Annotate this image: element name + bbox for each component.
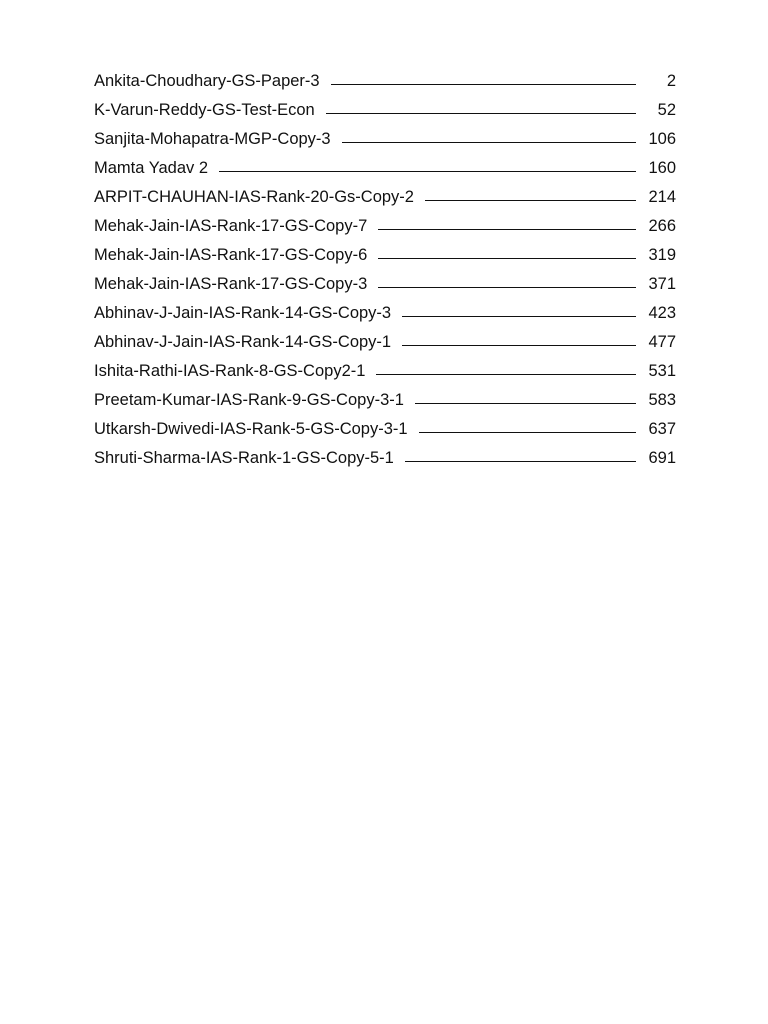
toc-leader-line <box>402 345 636 346</box>
toc-entry-title: Mehak-Jain-IAS-Rank-17-GS-Copy-7 <box>94 216 368 235</box>
toc-entry-title: ARPIT-CHAUHAN-IAS-Rank-20-Gs-Copy-2 <box>94 187 414 206</box>
toc-entry-page-number: 637 <box>648 419 676 438</box>
toc-entry-page-number: 2 <box>666 71 676 90</box>
toc-entry[interactable] <box>94 68 676 97</box>
toc-leader-line <box>378 287 636 288</box>
toc-entry-title: K-Varun-Reddy-GS-Test-Econ <box>94 100 315 119</box>
toc-entry[interactable] <box>94 155 676 184</box>
toc-entry[interactable] <box>94 184 676 213</box>
toc-leader-line <box>326 113 636 114</box>
toc-leader-line <box>378 229 636 230</box>
toc-entry[interactable] <box>94 242 676 271</box>
toc-leader-line <box>425 200 636 201</box>
toc-entry-page-number: 319 <box>648 245 676 264</box>
toc-entry-page-number: 583 <box>648 390 676 409</box>
toc-entry-title: Ankita-Choudhary-GS-Paper-3 <box>94 71 320 90</box>
toc-entry-title: Mehak-Jain-IAS-Rank-17-GS-Copy-3 <box>94 274 368 293</box>
toc-entry[interactable] <box>94 213 676 242</box>
toc-entry[interactable] <box>94 97 676 126</box>
toc-entry-title: Shruti-Sharma-IAS-Rank-1-GS-Copy-5-1 <box>94 448 394 467</box>
toc-entry-page-number: 423 <box>648 303 676 322</box>
toc-entry[interactable] <box>94 126 676 155</box>
toc-entry-page-number: 266 <box>648 216 676 235</box>
toc-entry-title: Utkarsh-Dwivedi-IAS-Rank-5-GS-Copy-3-1 <box>94 419 408 438</box>
toc-entry-title: Abhinav-J-Jain-IAS-Rank-14-GS-Copy-1 <box>94 332 392 351</box>
toc-entry[interactable] <box>94 358 676 387</box>
toc-entry-title: Ishita-Rathi-IAS-Rank-8-GS-Copy2-1 <box>94 361 366 380</box>
toc-leader-line <box>405 461 636 462</box>
toc-entry-title: Mamta Yadav 2 <box>94 158 209 177</box>
toc-entry-page-number: 160 <box>648 158 676 177</box>
toc-leader-line <box>219 171 636 172</box>
toc-entry[interactable] <box>94 416 676 445</box>
toc-entry-page-number: 371 <box>648 274 676 293</box>
toc-entry-page-number: 531 <box>648 361 676 380</box>
toc-leader-line <box>376 374 636 375</box>
toc-leader-line <box>331 84 636 85</box>
toc-entry-page-number: 52 <box>657 100 676 119</box>
toc-leader-line <box>419 432 636 433</box>
toc-entry-title: Abhinav-J-Jain-IAS-Rank-14-GS-Copy-3 <box>94 303 392 322</box>
toc-entry-title: Preetam-Kumar-IAS-Rank-9-GS-Copy-3-1 <box>94 390 404 409</box>
toc-leader-line <box>402 316 636 317</box>
toc-entry-title: Sanjita-Mohapatra-MGP-Copy-3 <box>94 129 331 148</box>
toc-leader-line <box>378 258 636 259</box>
toc-entry-page-number: 477 <box>648 332 676 351</box>
toc-entry[interactable] <box>94 329 676 358</box>
table-of-contents <box>94 68 676 474</box>
toc-entry[interactable] <box>94 387 676 416</box>
toc-entry[interactable] <box>94 445 676 474</box>
toc-entry-page-number: 691 <box>648 448 676 467</box>
toc-leader-line <box>415 403 636 404</box>
toc-entry-page-number: 214 <box>648 187 676 206</box>
toc-entry-title: Mehak-Jain-IAS-Rank-17-GS-Copy-6 <box>94 245 368 264</box>
toc-entry-page-number: 106 <box>648 129 676 148</box>
toc-entry[interactable] <box>94 300 676 329</box>
toc-leader-line <box>342 142 636 143</box>
toc-entry[interactable] <box>94 271 676 300</box>
